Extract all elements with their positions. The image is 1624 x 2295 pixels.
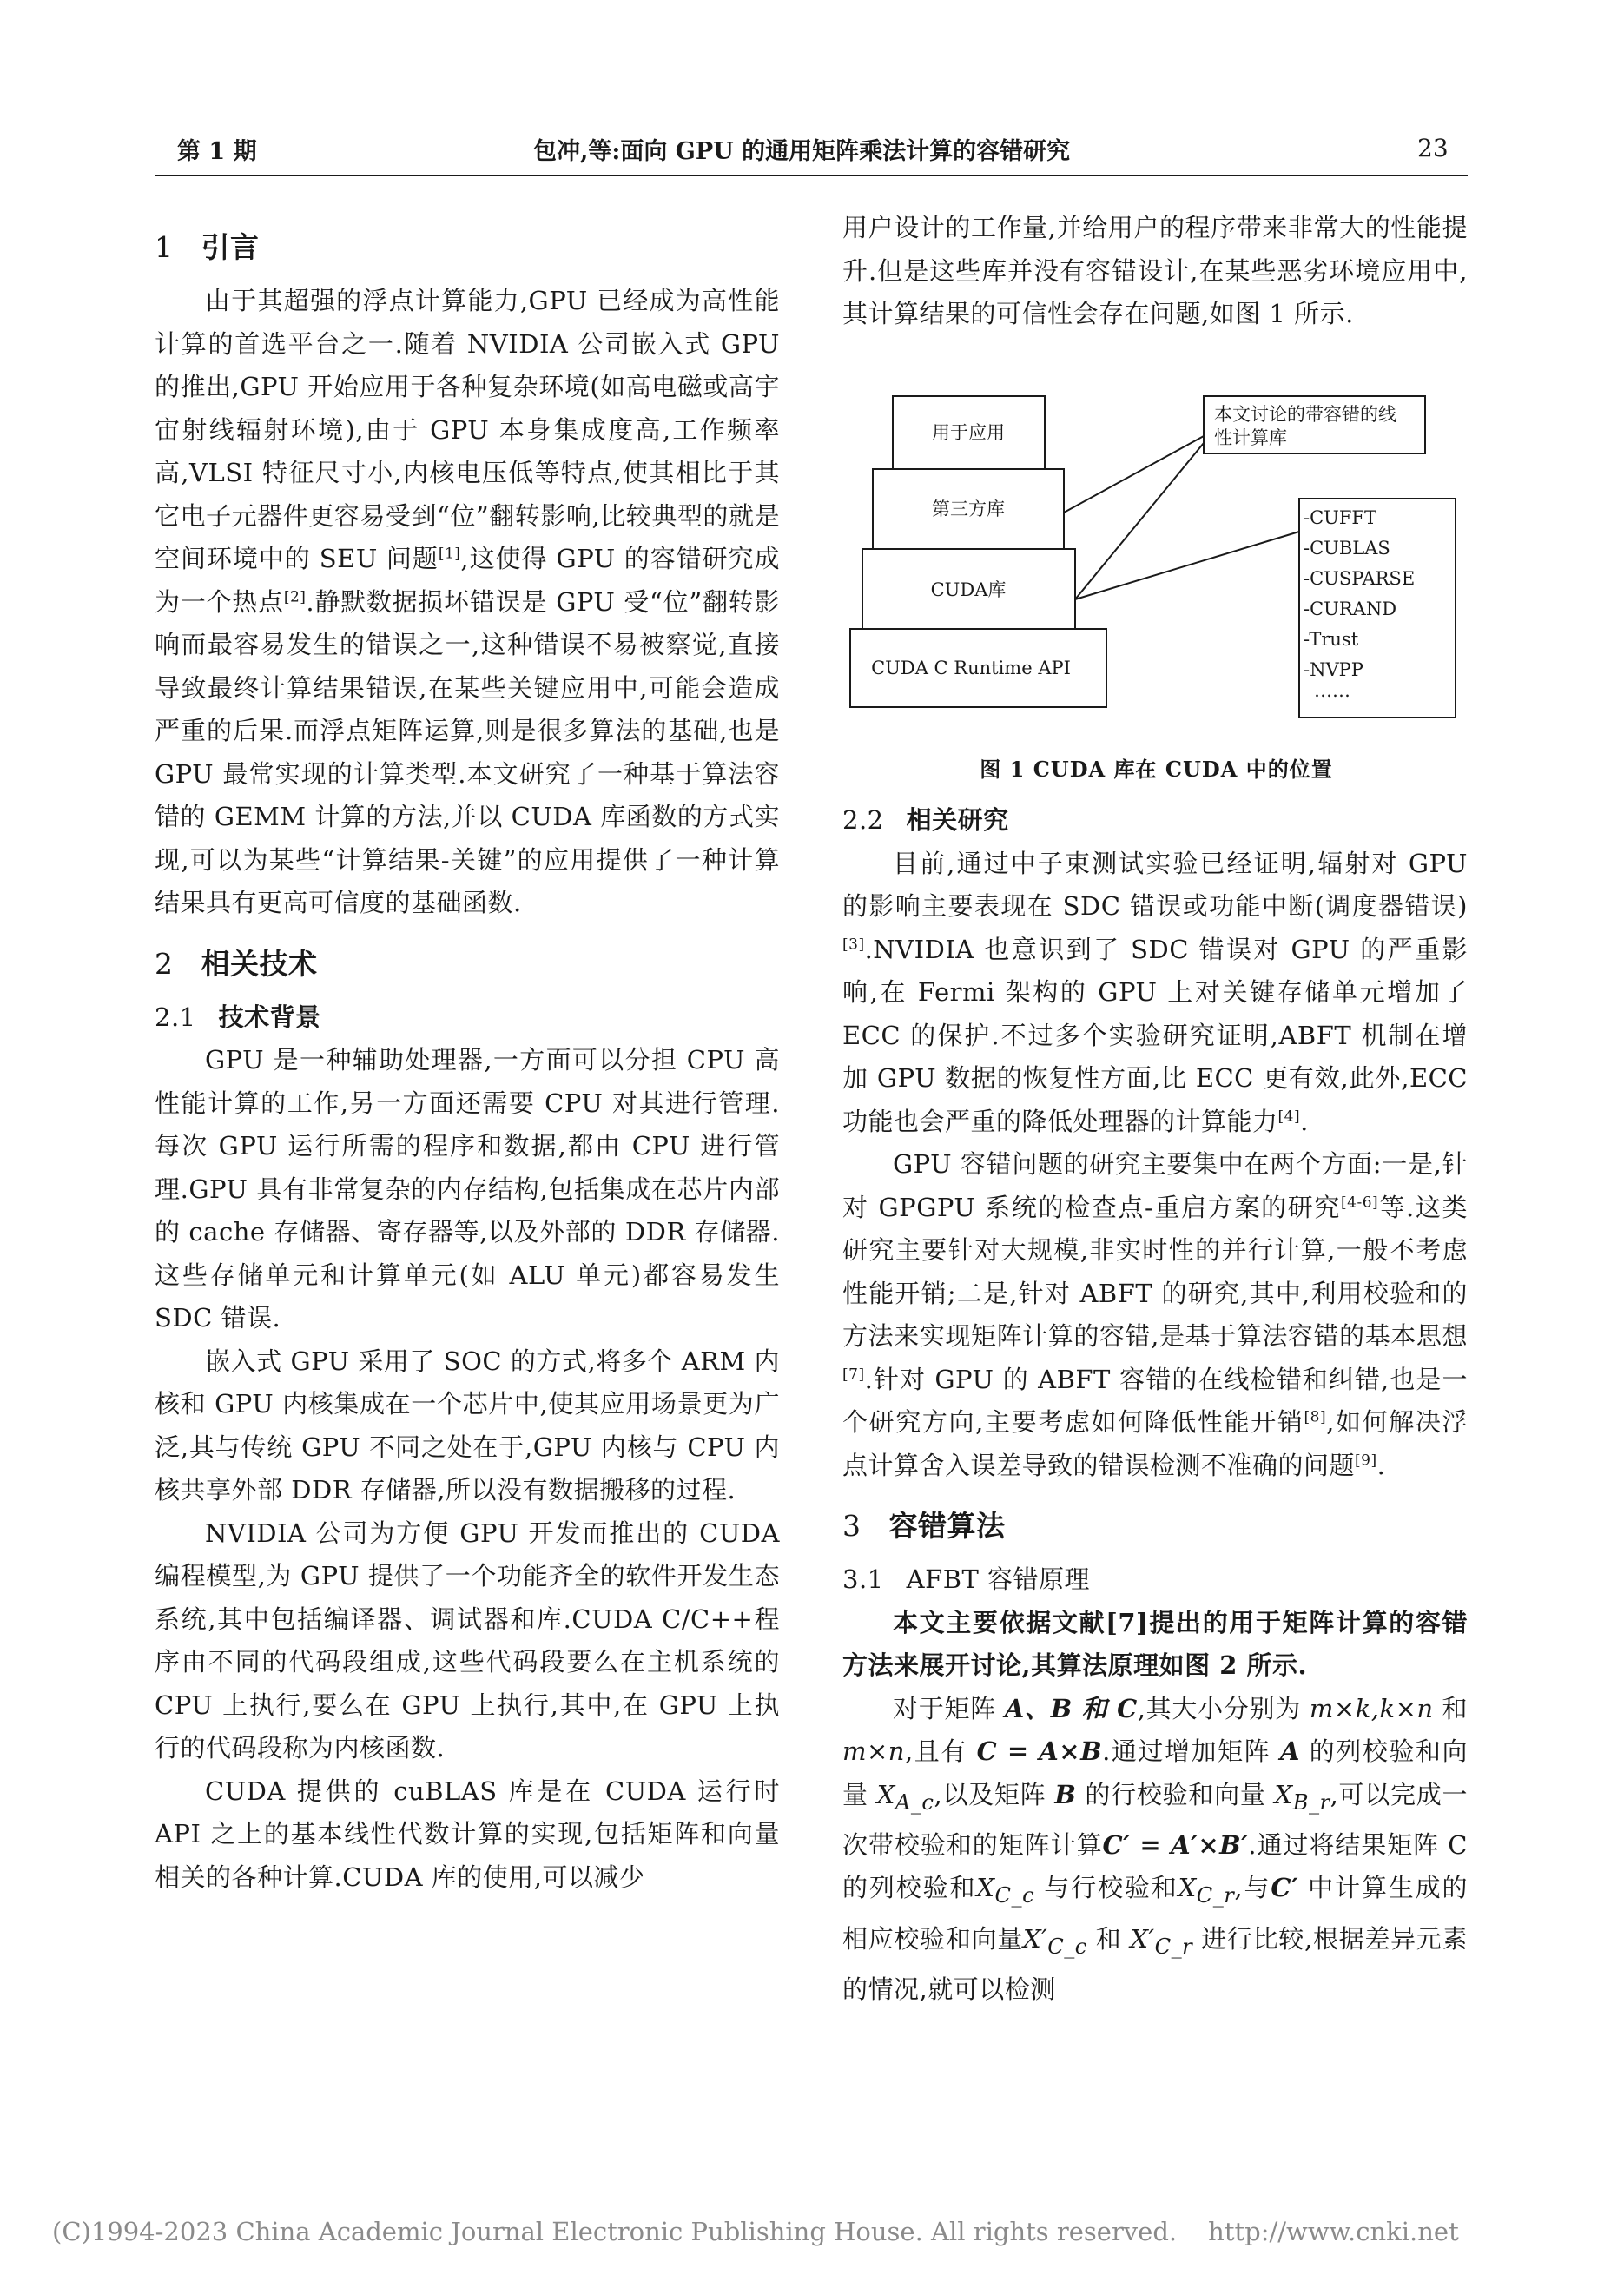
lib-item: -CURAND	[1304, 599, 1397, 619]
left-column	[155, 215, 780, 1899]
callout-line-1: 本文讨论的带容错的线	[1214, 404, 1396, 425]
paragraph-background-4: CUDA 提供的 cuBLAS 库是在 CUDA 运行时 API 之上的基本线性代数计算的实现,包括矩阵和向量相关的各种计算.CUDA 库的使用,可以减少	[155, 1776, 780, 1892]
layer-third-party-label: 第三方库	[932, 499, 1005, 519]
lib-item: -Trust	[1304, 629, 1359, 650]
footer-copyright: (C)1994-2023 China Academic Journal Electronic Publishing House. All rights reserved.	[52, 2217, 1178, 2246]
cuda-lib-to-list-line	[1075, 532, 1299, 599]
citation: [2]	[283, 587, 307, 605]
math-checksum: X′	[1022, 1923, 1048, 1954]
math-size: m×n	[842, 1736, 905, 1766]
paragraph-related-2: GPU 容错问题的研究主要集中在两个方面:一是,针对 GPGPU 系统的检查点-重启方案的研究[4-6]等.这类研究主要针对大规模,非实时性的并行计算,一般不考虑性能开销;二是,针对 ABFT 的研究,其中,利用校验和的方法来实现矩阵计算的容错,是基于算法容错的基本思想[7].针对 GPU 的 ABFT 容错的在线检错和纠错,也是一个研究方向,主要考虑如何降低性能开销[8],如何解决浮点计算舍入误差导致的错误检测不准确的问题[9].	[842, 1149, 1468, 1480]
section-heading-3: 3 容错算法	[842, 1509, 1006, 1543]
citation: [4]	[1277, 1107, 1301, 1125]
right-column-bottom	[842, 799, 1468, 2011]
citation: [3]	[842, 935, 865, 953]
math-sizes: m×k,k×n	[1309, 1693, 1434, 1723]
math-checksum: X	[976, 1873, 995, 1903]
citation: [9]	[1355, 1451, 1377, 1469]
callout-line-cuda-lib	[1075, 443, 1204, 599]
math-equation: C = A×B	[976, 1736, 1103, 1766]
math-matrix-a: A	[1279, 1736, 1300, 1766]
lib-ellipsis: ……	[1314, 680, 1350, 701]
lib-item: -CUSPARSE	[1304, 568, 1416, 589]
citation: [8]	[1304, 1408, 1327, 1426]
math-matrix: C′	[1271, 1873, 1299, 1903]
right-column-top	[842, 207, 1468, 336]
callout-line-2: 性计算库	[1214, 427, 1287, 448]
layer-cuda-lib-label: CUDA库	[930, 579, 1007, 600]
lib-item: -CUFFT	[1304, 507, 1377, 528]
figure-1-cuda-stack	[845, 391, 1468, 730]
math-checksum: X	[876, 1779, 895, 1809]
math-checksum: X	[1274, 1779, 1293, 1809]
paragraph-background-2: 嵌入式 GPU 采用了 SOC 的方式,将多个 ARM 内核和 GPU 内核集成在一个芯片中,使其应用场景更为广泛,其与传统 GPU 不同之处在于,GPU 内核与 CPU 内核共享外部 DDR 存储器,所以没有数据搬移的过程.	[155, 1346, 780, 1505]
section-heading-2: 2 相关技术	[155, 946, 318, 981]
paragraph-related-1: 目前,通过中子束测试实验已经证明,辐射对 GPU 的影响主要表现在 SDC 错误或功能中断(调度器错误)[3].NVIDIA 也意识到了 SDC 错误对 GPU 的严重影响,在 Fermi 架构的 GPU 上对关键存储单元增加了 ECC 的保护.不过多个实验研究证明,ABFT 机制在增加 GPU 数据的恢复性方面,比 ECC 更有效,此外,ECC 功能也会严重的降低处理器的计算能力[4].	[842, 848, 1468, 1136]
figure-1-diagram	[845, 391, 1468, 730]
math-checksum: X	[1178, 1873, 1197, 1903]
subsection-heading-2-1: 2.1 技术背景	[155, 1002, 321, 1032]
section-heading-1: 1 引言	[155, 230, 260, 264]
running-header-issue: 第 1 期	[177, 138, 257, 165]
lib-item: -NVPP	[1304, 659, 1363, 680]
paragraph-background-1: GPU 是一种辅助处理器,一方面可以分担 CPU 高性能计算的工作,另一方面还需要 CPU 对其进行管理.每次 GPU 运行所需的程序和数据,都由 CPU 进行管理.GPU 具有非常复杂的内存结构,包括集成在芯片内部的 cache 存储器、寄存器等,以及外部的 DDR 存储器.这些存储单元和计算单元(如 ALU 单元)都容易发生 SDC 错误.	[155, 1045, 780, 1333]
callout-line-third-party	[1064, 436, 1204, 513]
citation: [7]	[842, 1365, 865, 1383]
subsection-heading-2-2: 2.2 相关研究	[842, 805, 1009, 835]
paragraph-background-3: NVIDIA 公司为方便 GPU 开发而推出的 CUDA 编程模型,为 GPU 提供了一个功能齐全的软件开发生态系统,其中包括编译器、调试器和库.CUDA C/C++程序由不同的代码段组成,这些代码段要么在主机系统的 CPU 上执行,要么在 GPU 上执行,其中,在 GPU 上执行的代码段称为内核函数.	[155, 1518, 780, 1763]
math-matrix-b: B	[1054, 1779, 1077, 1809]
subsection-heading-3-1: 3.1 AFBT 容错原理	[842, 1564, 1091, 1594]
citation: [1]	[438, 545, 461, 563]
layer-runtime-label: CUDA C Runtime API	[871, 658, 1071, 678]
layer-app-label: 用于应用	[932, 422, 1005, 443]
figure-1-caption: 图 1 CUDA 库在 CUDA 中的位置	[980, 757, 1333, 782]
math-checksum: X′	[1130, 1923, 1155, 1954]
paragraph-intro: 由于其超强的浮点计算能力,GPU 已经成为高性能计算的首选平台之一.随着 NVIDIA 公司嵌入式 GPU 的推出,GPU 开始应用于各种复杂环境(如高电磁或高宇宙射线辐射环境),由于 GPU 本身集成度高,工作频率高,VLSI 特征尺寸小,内核电压低等特点,使其相比于其它电子元器件更容易受到“位”翻转影响,比较典型的就是空间环境中的 SEU 问题[1],这使得 GPU 的容错研究成为一个热点[2].静默数据损坏错误是 GPU 受“位”翻转影响而最容易发生的错误之一,这种错误不易被察觉,直接导致最终计算结果错误,在某些关键应用中,可能会造成严重的后果.而浮点矩阵运算,则是很多算法的基础,也是 GPU 最常实现的计算类型.本文研究了一种基于算法容错的 GEMM 计算的方法,并以 CUDA 库函数的方式实现,可以为某些“计算结果-关键”的应用提供了一种计算结果具有更高可信度的基础函数.	[155, 286, 780, 917]
footer	[52, 2217, 1459, 2246]
header-rule	[155, 175, 1468, 176]
footer-url: http://www.cnki.net	[1208, 2217, 1459, 2246]
math-equation: C′ = A′×B′	[1102, 1829, 1249, 1860]
lib-item: -CUBLAS	[1304, 538, 1390, 559]
math-matrices: A、B 和 C	[1004, 1693, 1138, 1723]
citation: [4-6]	[1341, 1193, 1379, 1211]
page-number: 23	[1417, 134, 1449, 162]
paragraph-algorithm-1: 本文主要依据文献[7]提出的用于矩阵计算的容错方法来展开讨论,其算法原理如图 2 所示.	[842, 1607, 1468, 1680]
paragraph-algorithm-2: 对于矩阵 A、B 和 C,其大小分别为 m×k,k×n 和 m×n,且有 C = A×B.通过增加矩阵 A 的列校验和向量 $X_{A\_c}$,以及矩阵 B 的行校验和向量 $X_{B\_r}$,可以完成一次带校验和的矩阵计算C′ = A′×B′.通过将结果矩阵 C 的列校验和$X_{C\_c}$ 与行校验和$X_{C\_r}$,与C′ 中计算生成的相应校验和向量$X'_{C\_c}$ 和 $X'_{C\_r}$ 进行比较,根据差异元素的情况,就可以检测	[842, 1693, 1469, 2004]
paragraph-continuation: 用户设计的工作量,并给用户的程序带来非常大的性能提升.但是这些库并没有容错设计,在某些恶劣环境应用中,其计算结果的可信性会存在问题,如图 1 所示.	[842, 213, 1468, 328]
running-header-title: 包冲,等:面向 GPU 的通用矩阵乘法计算的容错研究	[533, 138, 1071, 165]
